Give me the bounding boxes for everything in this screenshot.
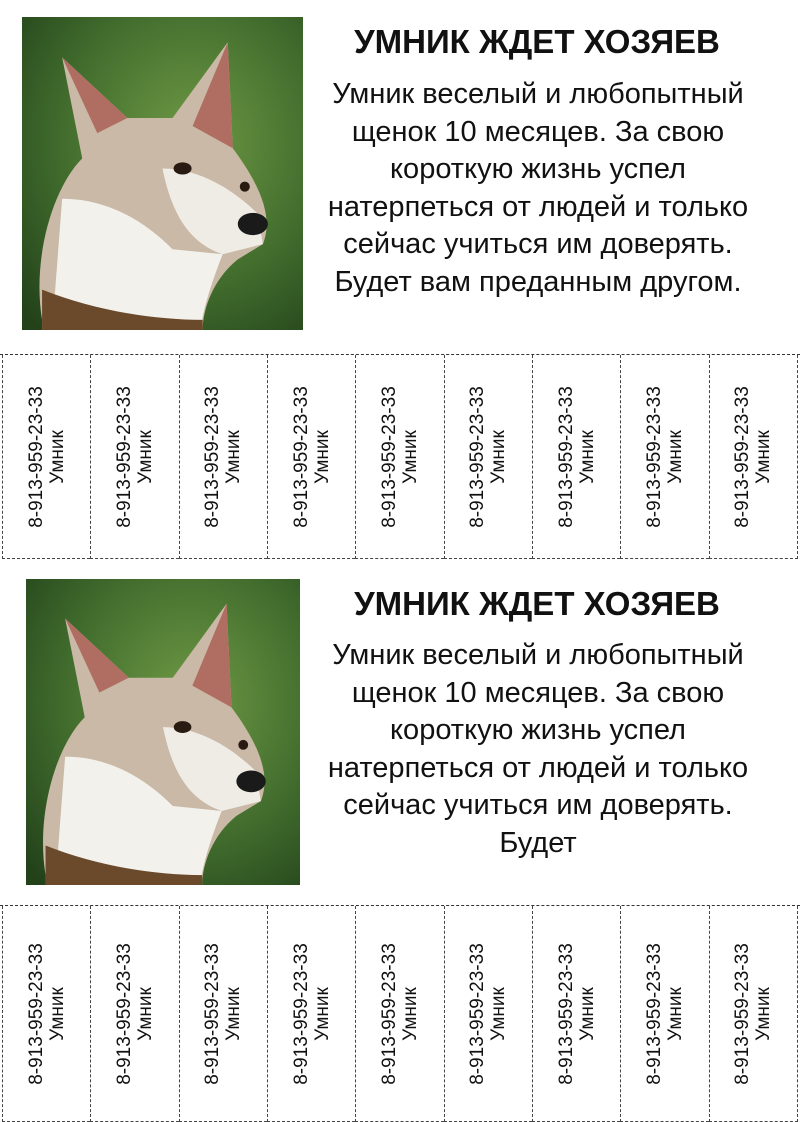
tab-phone: 8-913-959-23-33: [202, 942, 224, 1085]
dog-photo: [26, 579, 300, 885]
tab-name: Умник: [311, 429, 333, 484]
flyer-title: УМНИК ЖДЕТ ХОЗЯЕВ: [354, 585, 720, 622]
tab-name: Умник: [311, 986, 333, 1041]
tab-name: Умник: [753, 429, 775, 484]
tab-name: Умник: [399, 429, 421, 484]
tab-text: [379, 386, 421, 528]
tab-text: [732, 943, 774, 1085]
tear-off-tab[interactable]: [179, 906, 267, 1122]
tear-off-tab[interactable]: [179, 355, 267, 559]
flyer: [0, 562, 800, 1121]
flyer: [0, 0, 800, 560]
tab-name: Умник: [46, 986, 68, 1041]
tab-name: Умник: [664, 986, 686, 1041]
tab-text: [114, 386, 156, 528]
tear-off-tab[interactable]: [620, 906, 708, 1122]
tab-name: Умник: [576, 986, 598, 1041]
tab-phone: 8-913-959-23-33: [25, 385, 47, 528]
tab-name: Умник: [223, 986, 245, 1041]
tab-name: Умник: [46, 429, 68, 484]
tab-text: [26, 386, 68, 528]
tab-text: [644, 386, 686, 528]
tear-off-tab[interactable]: [709, 906, 798, 1122]
tab-text: [26, 943, 68, 1085]
tear-off-tab[interactable]: [355, 906, 443, 1122]
tear-off-tab[interactable]: [532, 355, 620, 559]
tab-phone: 8-913-959-23-33: [113, 385, 135, 528]
tab-name: Умник: [223, 429, 245, 484]
tab-text: [114, 943, 156, 1085]
tab-phone: 8-913-959-23-33: [643, 942, 665, 1085]
tear-off-tab[interactable]: [2, 906, 90, 1122]
tab-text: [467, 386, 509, 528]
tab-phone: 8-913-959-23-33: [378, 942, 400, 1085]
flyer-description: Умник веселый и любопытный щенок 10 месяцев. За свою короткую жизнь успел натерпеться от людей и только сейчас учиться им доверять. Будет вам преданным другом.: [327, 78, 749, 298]
tab-text: [202, 943, 244, 1085]
tab-name: Умник: [134, 986, 156, 1041]
tab-name: Умник: [399, 986, 421, 1041]
tear-off-tab[interactable]: [2, 355, 90, 559]
flyer-title: УМНИК ЖДЕТ ХОЗЯЕВ: [354, 23, 720, 60]
tab-name: Умник: [134, 429, 156, 484]
tab-phone: 8-913-959-23-33: [290, 385, 312, 528]
tab-phone: 8-913-959-23-33: [290, 942, 312, 1085]
tear-off-tab[interactable]: [444, 355, 532, 559]
tear-off-tab[interactable]: [709, 355, 798, 559]
tab-phone: 8-913-959-23-33: [555, 385, 577, 528]
tab-name: Умник: [488, 429, 510, 484]
tab-phone: 8-913-959-23-33: [732, 385, 754, 528]
tear-off-tabs: [0, 905, 800, 1122]
tab-text: [644, 943, 686, 1085]
tab-text: [291, 386, 333, 528]
tab-name: Умник: [664, 429, 686, 484]
tab-text: [732, 386, 774, 528]
tab-phone: 8-913-959-23-33: [25, 942, 47, 1085]
tab-text: [291, 943, 333, 1085]
tab-text: [556, 386, 598, 528]
tab-phone: 8-913-959-23-33: [378, 385, 400, 528]
tear-off-tabs: [0, 354, 800, 559]
tab-name: Умник: [488, 986, 510, 1041]
dog-photo: [22, 17, 303, 330]
flyer-description: Умник веселый и любопытный щенок 10 месяцев. За свою короткую жизнь успел натерпеться от людей и только сейчас учиться им доверять. Будет: [327, 639, 749, 859]
tear-off-tab[interactable]: [267, 355, 355, 559]
tab-text: [202, 386, 244, 528]
tab-phone: 8-913-959-23-33: [732, 942, 754, 1085]
tab-name: Умник: [753, 986, 775, 1041]
tear-off-tab[interactable]: [444, 906, 532, 1122]
tab-name: Умник: [576, 429, 598, 484]
tear-off-tab[interactable]: [532, 906, 620, 1122]
tear-off-tab[interactable]: [620, 355, 708, 559]
tab-phone: 8-913-959-23-33: [643, 385, 665, 528]
tab-phone: 8-913-959-23-33: [113, 942, 135, 1085]
tear-off-tab[interactable]: [90, 906, 178, 1122]
tear-off-tab[interactable]: [90, 355, 178, 559]
tear-off-tab[interactable]: [355, 355, 443, 559]
tab-text: [556, 943, 598, 1085]
tab-phone: 8-913-959-23-33: [467, 385, 489, 528]
tab-phone: 8-913-959-23-33: [555, 942, 577, 1085]
tab-text: [379, 943, 421, 1085]
tab-phone: 8-913-959-23-33: [467, 942, 489, 1085]
tab-phone: 8-913-959-23-33: [202, 385, 224, 528]
tear-off-tab[interactable]: [267, 906, 355, 1122]
tab-text: [467, 943, 509, 1085]
